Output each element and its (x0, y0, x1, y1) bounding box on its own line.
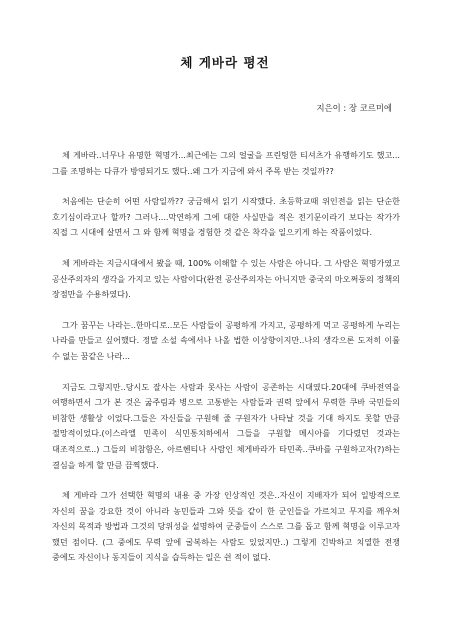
document-body (52, 148, 400, 581)
paragraph: 처음에는 단순히 어떤 사람일까?? 궁금해서 읽기 시작했다. 초등학교때 위인전을 읽는 단순한 호기심이라고나 할까? 그러나....막연하게 그에 대한 사실만을 적은 전기문이라기 보다는 작가가 직접 그 시대에 살면서 그 와 함께 혁명을 경험한 것 같은 착각을 일으키게 하는 작품이었다. (52, 196, 400, 238)
paragraph: 체 게바라 그가 선택한 혁명의 내용 중 가장 인상적인 것은..자신이 지배자가 되어 일방적으로 자신의 꿈을 강요한 것이 아니라 농민들과 그와 뜻을 같이 한 군인들을 가르치고 무지를 깨우쳐 자신의 목적과 방법과 그것의 당위성을 설명하여 군중들이 스스로 그를 돕고 함께 혁명을 이루고자 했던 점이다. (그 중에도 무력 앞에 굴복하는 사람도 있었지만..) 그렇게 긴박하고 치열한 전쟁 중에도 자신이나 동지들이 지식을 습득하는 일은 쉰 적이 없다. (52, 490, 400, 563)
document-title: 체 게바라 평전 (180, 55, 270, 70)
paragraph: 체 게바라..너무나 유명한 혁명가...최근에는 그의 얼굴을 프린팅한 티셔츠가 유행하기도 했고...그를 조명하는 다큐가 방영되기도 했다..왜 그가 지금에 와서 주목 받는 것일까?? (52, 150, 400, 176)
paragraph: 지금도 그렇지만..당시도 잘사는 사람과 못사는 사람이 공존하는 시대였다.20대에 쿠바전역을 여행하면서 그가 본 것은 굶주림과 병으로 고통받는 사람들과 권력 앞에서 무력한 쿠바 국민들의 비참한 생활상 이었다.그들은 자신들을 구원해 줄 구원자가 나타날 것을 기대 하지도 못할 만큼 절망적이었다.(이스라엘 민족이 식민통치하에서 그들을 구원할 메시아를 기다렸던 것과는 대조적으로..) 그들의 비참함은, 아르헨티나 사람인 체게바라가 타민족..쿠바를 구원하고자(?)하는 결심을 하게 할 만큼 끔찍했다. (52, 381, 400, 470)
author-line: 지은이 : 장 코르미에 (316, 103, 392, 113)
paragraph: 그가 꿈꾸는 나라는..한마디로..모든 사람들이 공평하게 가지고, 공평하게 먹고 공평하게 누리는 나라를 만들고 싶어했다. 정말 소설 속에서나 나올 법한 이상향이지만..나의 생각으론 도저히 이룰 수 없는 꿈같은 나라... (52, 319, 400, 361)
paragraph: 체 게바라는 지금시대에서 봤을 때, 100% 이해할 수 있는 사람은 아니다. 그 사람은 혁명가였고 공산주의자의 생각을 가지고 있는 사람이다(완전 공산주의자는 아니지만 중국의 마오쩌둥의 정책의 장점만을 수용하였다). (52, 257, 400, 300)
